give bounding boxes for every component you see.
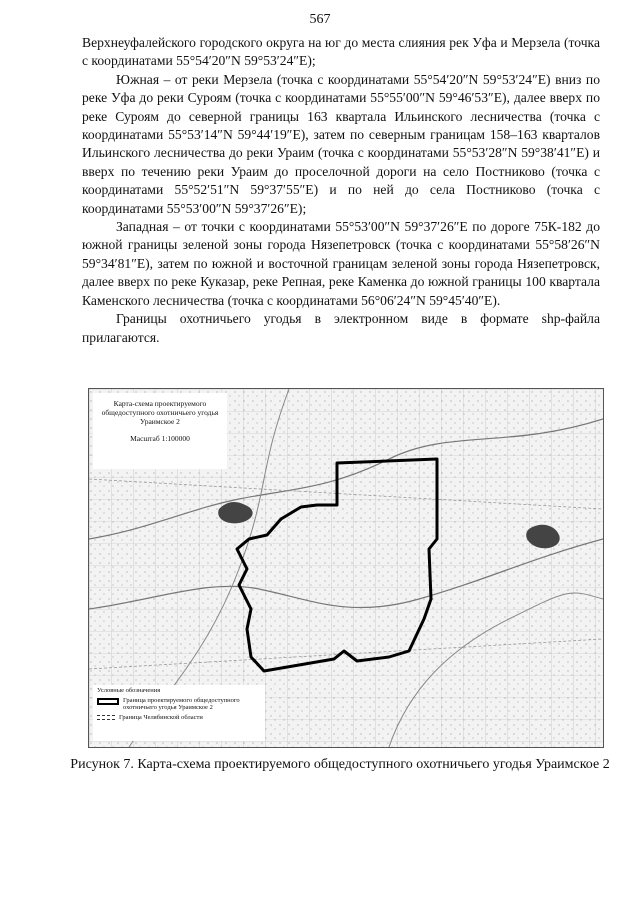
map-figure — [88, 388, 604, 748]
legend-item-label: Граница Челябинской области — [119, 713, 203, 721]
paragraph-2: Южная – от реки Мерзела (точка с координатами 55°54′20″N 59°53′24″E) вниз по реке Уфа до реки Суроям (точка с координатами 55°55′00″N 59°46′53″E), далее вверх по реке Суроям до северной границы 163 квартала Ильинского лесничества (точка с координатами 55°53′14″N 59°44′19″E), затем по северным границам 158–163 кварталов Ильинского лесничества до реки Ураим (точка с координатами 55°53′28″N 59°38′41″E) и вверх по течению реки Ураим до проселочной дороги на село Постниково (точка с координатами 55°52′51″N 59°37′55″E) и по ней до села Постниково (точка с координатами 55°53′00″N 59°37′26″E); — [82, 71, 600, 216]
region-border-swatch — [97, 715, 115, 720]
map-title-box — [93, 393, 227, 469]
paragraph-1: Верхнеуфалейского городского округа на юг до места слияния рек Уфа и Мерзела (точка с координатами 55°54′20″N 59°53′24″E); — [82, 35, 600, 69]
figure-caption: Рисунок 7. Карта-схема проектируемого общедоступного охотничьего угодья Ураимское 2 — [70, 757, 610, 772]
body-text — [82, 34, 600, 347]
legend-item-label: Граница проектируемого общедоступного охотничьего угодья Ураимское 2 — [123, 696, 240, 712]
page-number: 567 — [309, 12, 331, 27]
map-legend — [93, 685, 265, 741]
paragraph-4: Границы охотничьего угодья в электронном виде в формате shp-файла прилагаются. — [82, 311, 600, 345]
legend-item-boundary — [97, 697, 261, 712]
legend-heading: Условные обозначения — [97, 687, 161, 694]
map-scale: Масштаб 1:100000 — [130, 434, 190, 443]
legend-item-region — [97, 714, 261, 722]
boundary-line-swatch — [97, 698, 119, 705]
paragraph-3: Западная – от точки с координатами 55°53′00″N 59°37′26″E по дороге 75К-182 до южной границы зеленой зоны города Нязепетровск (точка с координатами 55°58′26″N 59°34′81″E), затем по южной и восточной границам зеленой зоны города Нязепетровск, далее вверх по реке Куказар, реке Репная, реке Каменка до южной границы 100 квартала Каменского лесничества (точка с координатами 56°06′24″N 59°45′40″E). — [82, 219, 600, 308]
map-title: Карта-схема проектируемого общедоступного охотничьего угодья Ураимское 2 — [101, 399, 219, 426]
